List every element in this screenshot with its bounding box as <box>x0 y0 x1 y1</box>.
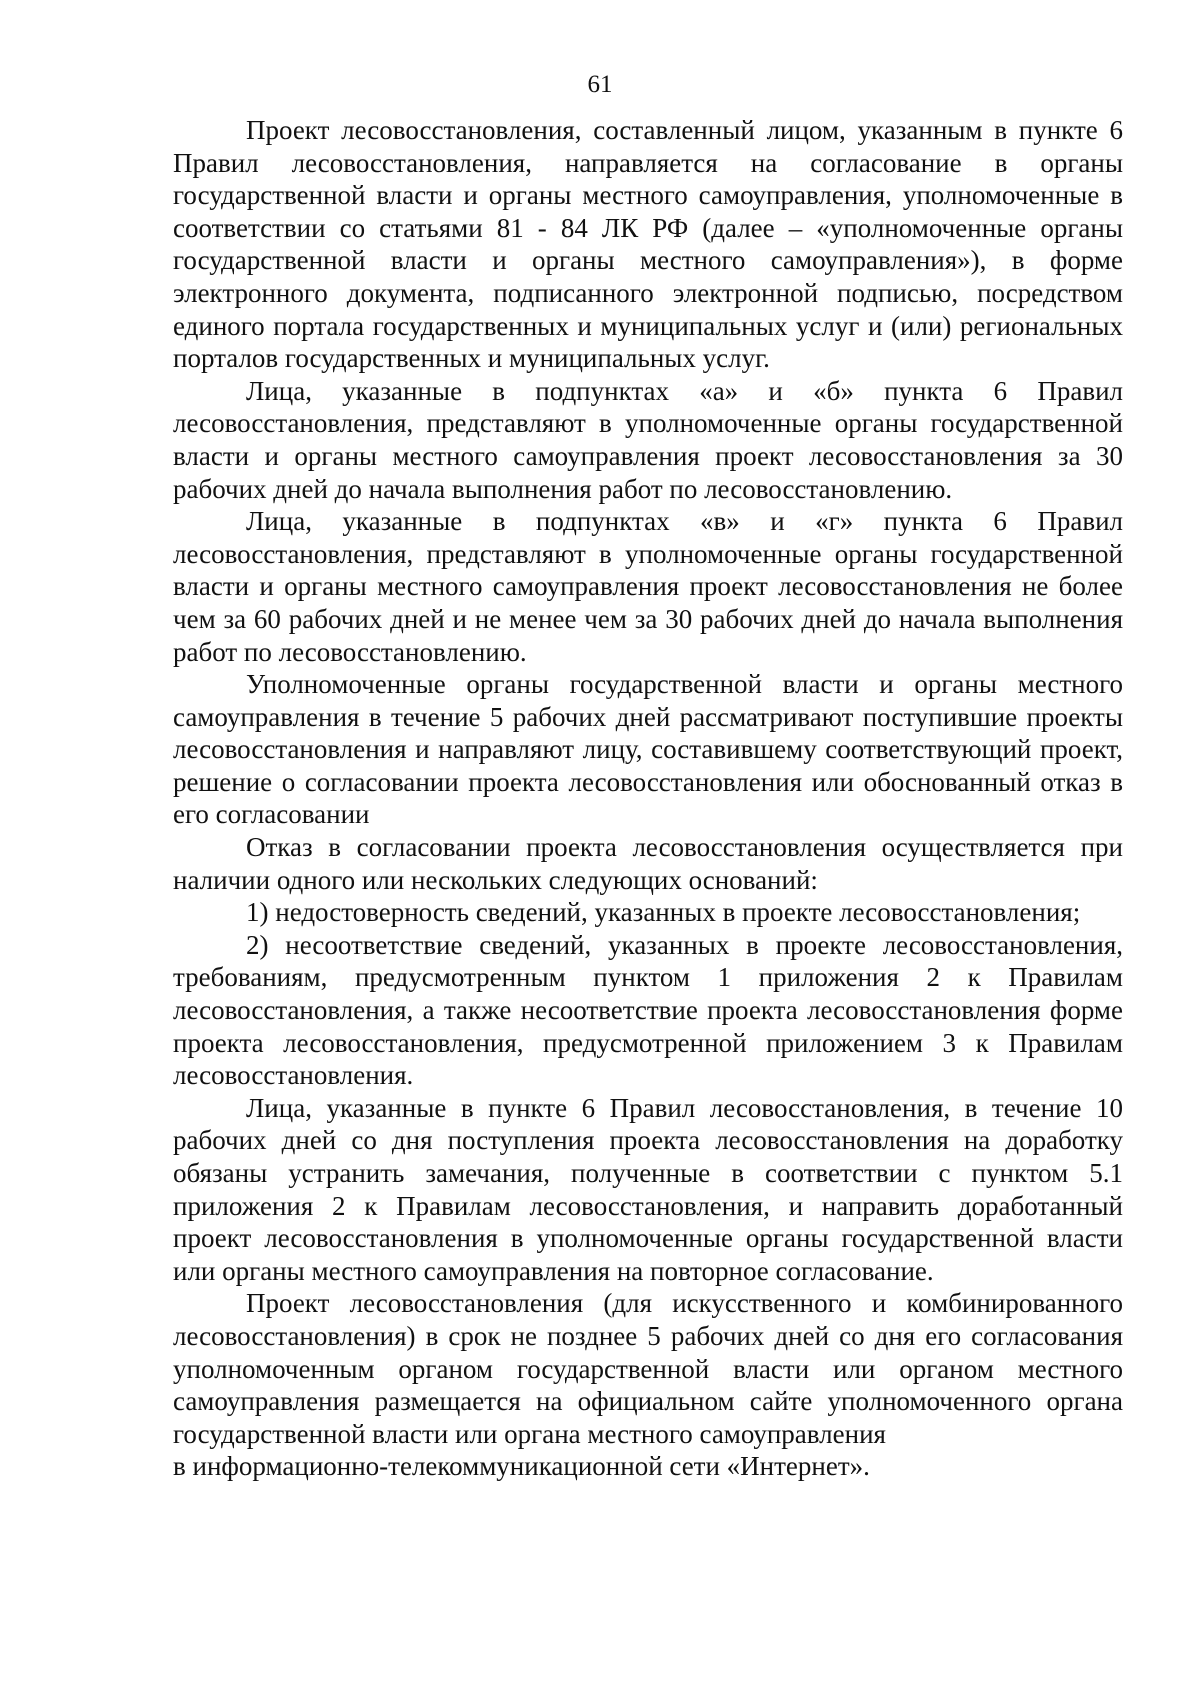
page-number: 61 <box>587 71 613 98</box>
paragraph-deadline-a-b: Лица, указанные в подпунктах «а» и «б» пункта 6 Правил лесовосстановления, представляют в уполномоченные органы государственной власти и органы местного самоуправления проект лесовосстановления за 30 рабочих дней до начала выполнения работ по лесовосстановлению. <box>173 375 1123 504</box>
list-item-refusal-2: 2) несоответствие сведений, указанных в проекте лесовосстановления, требованиям, предусмотренным пунктом 1 приложения 2 к Правилам лесовосстановления, а также несоответствие проекта лесовосстановления форме проекта лесовосстановления, предусмотренной приложением 3 к Правилам лесовосстановления. <box>173 929 1123 1091</box>
paragraph-refusal-grounds: Отказ в согласовании проекта лесовосстановления осуществляется при наличии одного или нескольких следующих оснований: <box>173 832 1123 895</box>
paragraph-revision: Лица, указанные в пункте 6 Правил лесовосстановления, в течение 10 рабочих дней со дня поступления проекта лесовосстановления на доработку обязаны устранить замечания, полученные в соответствии с пунктом 5.1 приложения 2 к Правилам лесовосстановления, и направить доработанный проект лесовосстановления в уполномоченные органы государственной власти или органы местного самоуправления на повторное согласование. <box>173 1092 1123 1286</box>
paragraph-deadline-v-g: Лица, указанные в подпунктах «в» и «г» пункта 6 Правил лесовосстановления, представляют в уполномоченные органы государственной власти и органы местного самоуправления проект лесовосстановления не более чем за 60 рабочих дней и не менее чем за 30 рабочих дней до начала выполнения работ по лесовосстановлению. <box>173 506 1123 667</box>
paragraph-project-submission: Проект лесовосстановления, составленный лицом, указанным в пункте 6 Правил лесовосстановления, направляется на согласование в органы государственной власти и органы местного самоуправления, уполномоченные в соответствии со статьями 81 - 84 ЛК РФ (далее – «уполномоченные органы государственной власти и органы местного самоуправления»), в форме электронного документа, подписанного электронной подписью, посредством единого портала государственных и муниципальных услуг и (или) региональных порталов государственных и муниципальных услуг. <box>173 115 1123 374</box>
list-item-refusal-1: 1) недостоверность сведений, указанных в проекте лесовосстановления; <box>246 897 1081 928</box>
paragraph-review-period: Уполномоченные органы государственной власти и органы местного самоуправления в течение 5 рабочих дней рассматривают поступившие проекты лесовосстановления и направляют лицу, составившему соответствующий проект, решение о согласовании проекта лесовосстановления или обоснованный отказ в его согласовании <box>173 669 1123 830</box>
paragraph-publication-final-line: в информационно-телекоммуникационной сети «Интернет». <box>173 1451 870 1482</box>
document-body <box>173 114 1123 1483</box>
paragraph-publication: Проект лесовосстановления (для искусственного и комбинированного лесовосстановления) в срок не позднее 5 рабочих дней со дня его согласования уполномоченным органом государственной власти или органом местного самоуправления размещается на официальном сайте уполномоченного органа государственной власти или органа местного самоуправления <box>173 1288 1123 1449</box>
